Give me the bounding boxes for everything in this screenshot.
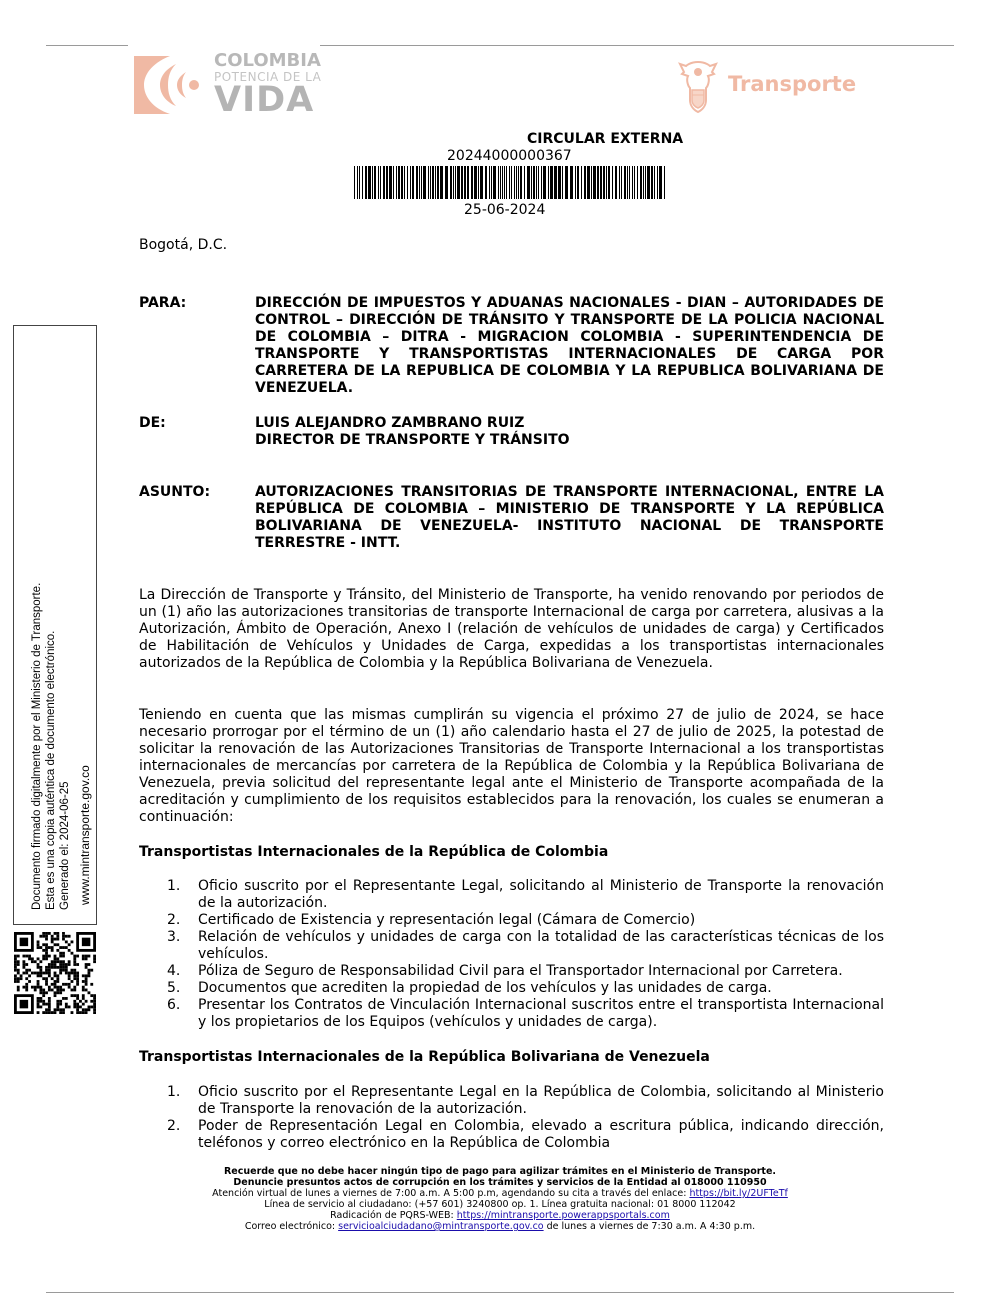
barcode <box>354 166 668 199</box>
footer-corruption-notice: Denuncie presuntos actos de corrupción en los trámites y servicios de la Entidad al 018000 110950 <box>233 1177 767 1188</box>
signature-line-3: Generado el: 2024-06-25 <box>59 781 71 910</box>
footer-virtual-text: Atención virtual de lunes a viernes de 7:00 a.m. A 5:00 p.m, agendando su cita a través del enlace: <box>212 1188 690 1199</box>
de-field <box>139 415 884 449</box>
logo-vida-text: VIDA <box>214 80 315 120</box>
asunto-value: AUTORIZACIONES TRANSITORIAS DE TRANSPORTE INTERNACIONAL, ENTRE LA REPÚBLICA DE COLOMBIA – MINISTERIO DE TRANSPORTE Y LA REPÚBLICA BOLIVARIANA DE VENEZUELA- INSTITUTO NACIONAL DE TRANSPORTE TERRESTRE - INTT. <box>255 484 884 551</box>
footer-email-link[interactable]: servicioalciudadano@mintransporte.gov.co <box>338 1221 544 1232</box>
qr-code[interactable] <box>14 932 96 1014</box>
footer-pqrs-link[interactable]: https://mintransporte.powerappsportals.com <box>456 1210 670 1221</box>
footer <box>0 1166 1000 1232</box>
footer-pqrs-text: Radicación de PQRS-WEB: <box>330 1210 457 1221</box>
de-title: DIRECTOR DE TRANSPORTE Y TRÁNSITO <box>255 432 570 448</box>
list-item <box>139 929 884 963</box>
body-paragraph-1: La Dirección de Transporte y Tránsito, del Ministerio de Transporte, ha venido renovando por periodos de un (1) año las autorizaciones transitorias de transporte Internacional de carga por carretera, alusivas a la Autorización, Ámbito de Operación, Anexo I (relación de vehículos de unidades de carga) y Certificados de Habilitación de Vehículos y Unidades de Carga, expedidas a los transportistas internacionales autorizados de la República de Colombia y la República Bolivariana de Venezuela. <box>139 587 884 671</box>
item-text: Documentos que acrediten la propiedad de los vehículos y las unidades de carga. <box>198 980 772 996</box>
item-text: Certificado de Existencia y representación legal (Cámara de Comercio) <box>198 912 696 928</box>
item-text: Póliza de Seguro de Responsabilidad Civil para el Transportador Internacional por Carretera. <box>198 963 843 979</box>
item-text: Relación de vehículos y unidades de carga con la totalidad de las características técnicas de los vehículos. <box>198 929 884 962</box>
item-number: 2. <box>167 1118 181 1134</box>
list-item <box>139 878 884 912</box>
item-number: 1. <box>167 1084 181 1100</box>
list-item <box>139 1118 884 1152</box>
item-text: Oficio suscrito por el Representante Legal en la República de Colombia, solicitando al Ministerio de Transporte la renovación de la autorización. <box>198 1084 884 1117</box>
list-item <box>139 912 884 929</box>
item-number: 4. <box>167 963 181 979</box>
footer-pqrs <box>0 1210 1000 1221</box>
venezuela-heading: Transportistas Internacionales de la República Bolivariana de Venezuela <box>139 1049 710 1065</box>
list-item <box>139 963 884 980</box>
de-name: LUIS ALEJANDRO ZAMBRANO RUIZ <box>255 415 525 431</box>
colombia-swirl-icon <box>130 50 214 120</box>
item-text: Oficio suscrito por el Representante Legal, solicitando al Ministerio de Transporte la renovación de la autorización. <box>198 878 884 911</box>
signature-line-2: Esta es una copia auténtica de documento electrónico. <box>45 630 57 910</box>
item-number: 3. <box>167 929 181 945</box>
para-value: DIRECCIÓN DE IMPUESTOS Y ADUANAS NACIONALES - DIAN – AUTORIDADES DE CONTROL – DIRECCIÓN DE TRÁNSITO Y TRANSPORTE DE LA POLICIA NACIONAL DE COLOMBIA – DITRA - MIGRACION COLOMBIA - SUPERINTENDENCIA DE TRANSPORTE Y TRANSPORTISTAS INTERNACIONALES DE CARGA POR CARRETERA DE LA REPUBLICA DE COLOMBIA Y LA REPUBLICA BOLIVARIANA DE VENEZUELA. <box>255 295 884 396</box>
item-text: Poder de Representación Legal en Colombia, elevado a escritura pública, indicando dirección, teléfonos y correo electrónico en la República de Colombia <box>198 1118 884 1151</box>
logo-potencia-text: POTENCIA DE LA <box>214 70 322 84</box>
item-text: Presentar los Contratos de Vinculación Internacional suscritos entre el transportista Internacional y los propietarios de los Equipos (vehículos y unidades de carga). <box>198 997 884 1030</box>
city: Bogotá, D.C. <box>139 237 228 253</box>
colombia-potencia-logo <box>130 50 330 120</box>
coat-of-arms-icon <box>676 60 720 114</box>
asunto-field <box>139 484 884 552</box>
para-field <box>139 295 884 397</box>
colombia-requirements-list <box>139 878 884 1031</box>
de-label: DE: <box>139 415 166 431</box>
footer-email <box>0 1221 1000 1232</box>
top-rule-right <box>320 45 954 46</box>
asunto-label: ASUNTO: <box>139 484 211 500</box>
transporte-logo <box>676 60 857 114</box>
sidebar-website: www.mintransporte.gov.co <box>78 765 92 905</box>
venezuela-requirements-list <box>139 1084 884 1152</box>
colombia-heading: Transportistas Internacionales de la República de Colombia <box>139 844 609 860</box>
list-item <box>139 980 884 997</box>
footer-phone-line: Línea de servicio al ciudadano: (+57 601) 3240800 op. 1. Línea gratuita nacional: 01 8000 112042 <box>264 1199 736 1210</box>
footer-virtual-attention <box>0 1188 1000 1199</box>
footer-email-label: Correo electrónico: <box>244 1221 339 1232</box>
item-number: 1. <box>167 878 181 894</box>
signature-line-1: Documento firmado digitalmente por el Ministerio de Transporte. <box>31 582 43 910</box>
footer-payment-notice: Recuerde que no debe hacer ningún tipo de pago para agilizar trámites en el Ministerio de Transporte. <box>223 1166 777 1177</box>
para-label: PARA: <box>139 295 187 311</box>
logo-colombia-text: COLOMBIA <box>214 50 321 71</box>
document-type: CIRCULAR EXTERNA <box>527 131 684 147</box>
body-paragraph-2: Teniendo en cuenta que las mismas cumplirán su vigencia el próximo 27 de julio de 2024, se hace necesario prorrogar por el término de un (1) año calendario hasta el 27 de julio de 2025, la potestad de solicitar la renovación de las Autorizaciones Transitorias de Transporte Internacional a los transportistas internacionales de mercancías por carretera de la República de Colombia y la República Bolivariana de Venezuela, previa solicitud del representante legal ante el Ministerio de Transporte acompañada de la acreditación y cumplimiento de los requisitos establecidos para la renovación, los cuales se enumeran a continuación: <box>139 707 884 825</box>
list-item <box>139 997 884 1031</box>
transporte-text: Transporte <box>728 72 857 96</box>
item-number: 2. <box>167 912 181 928</box>
item-number: 5. <box>167 980 181 996</box>
footer-email-hours: de lunes a viernes de 7:30 a.m. A 4:30 p.m. <box>543 1221 756 1232</box>
digital-signature-text <box>30 583 72 910</box>
radicado-number: 20244000000367 <box>447 148 572 164</box>
bottom-rule <box>46 1292 954 1293</box>
list-item <box>139 1084 884 1118</box>
radicado-date: 25-06-2024 <box>464 202 546 218</box>
footer-appointment-link[interactable]: https://bit.ly/2UFTeTf <box>689 1188 788 1199</box>
item-number: 6. <box>167 997 181 1013</box>
top-rule-left <box>46 45 128 46</box>
